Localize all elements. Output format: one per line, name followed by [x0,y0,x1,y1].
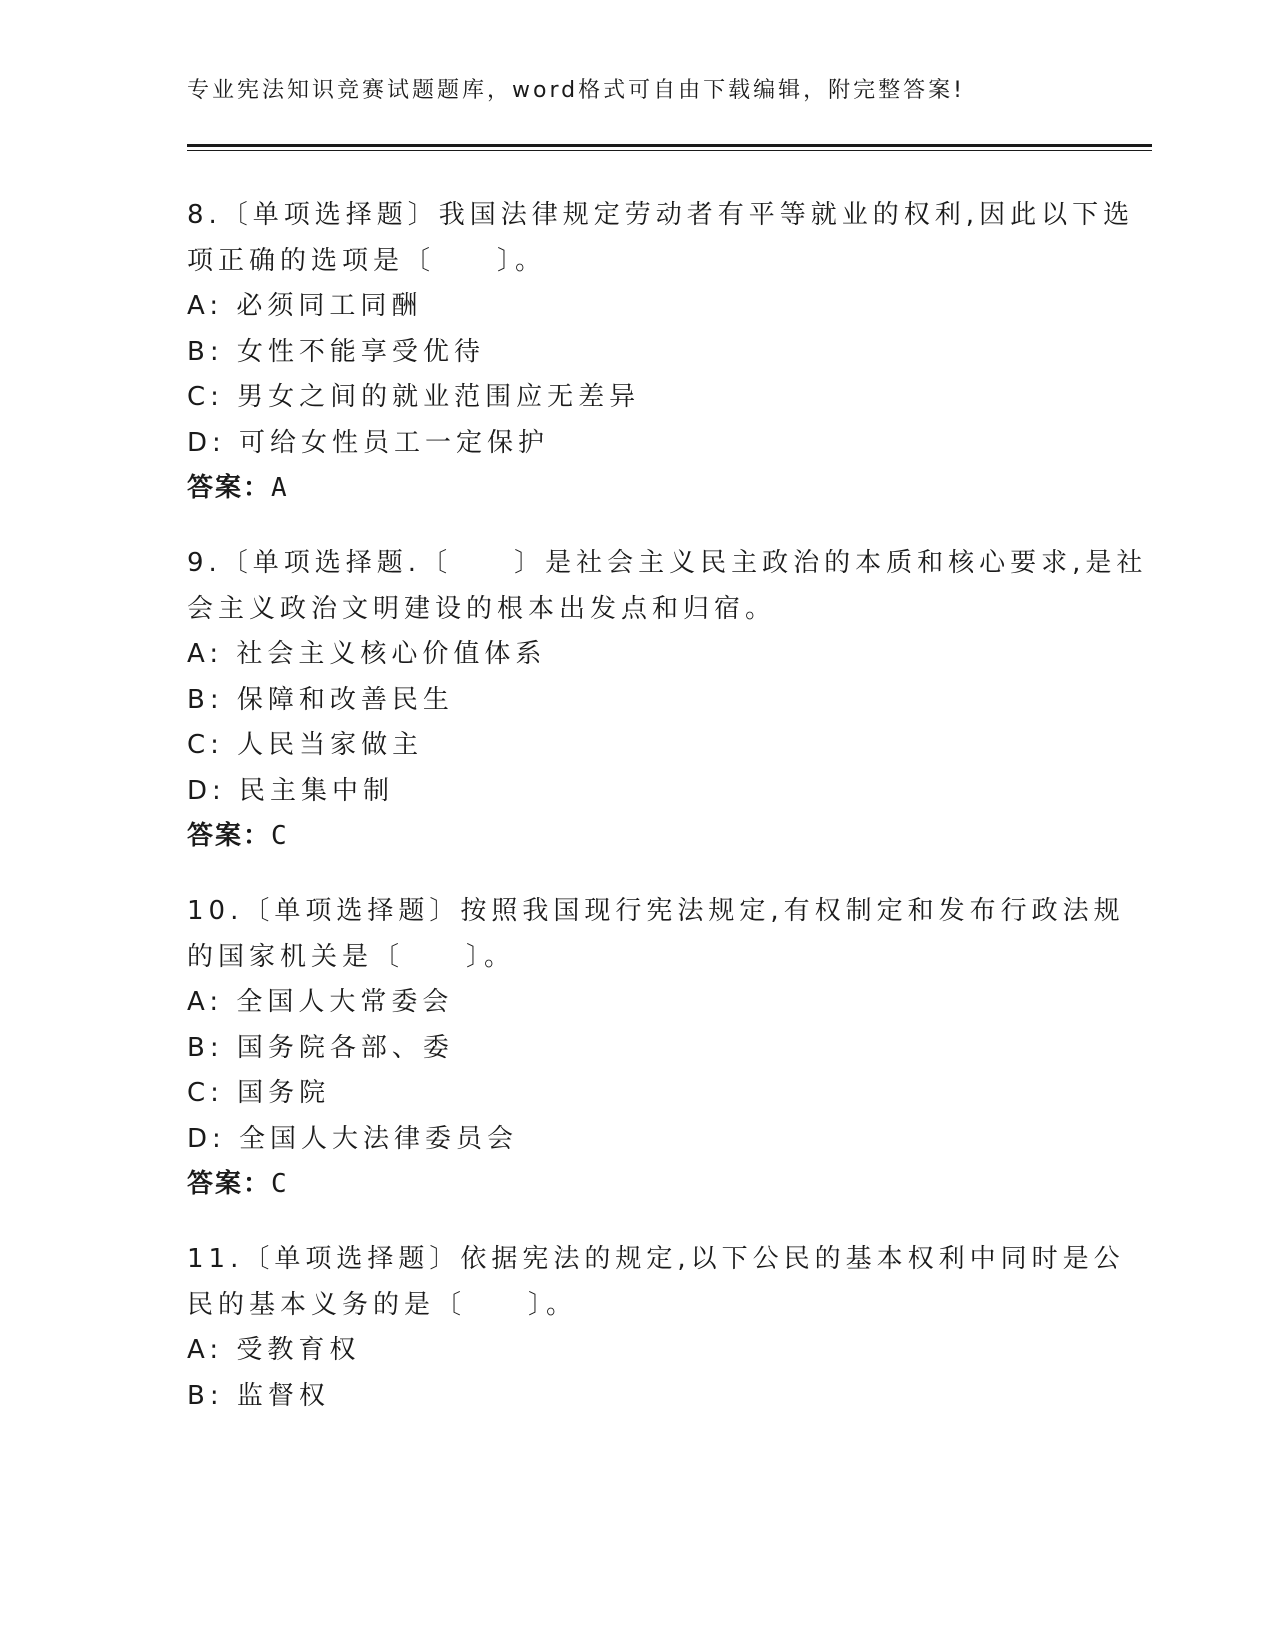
option-a: A: 受教育权 [187,1335,361,1365]
question-8 [187,193,1135,512]
option-a: A: 全国人大常委会 [187,987,454,1017]
option-c: C: 男女之间的就业范围应无差异 [187,382,641,412]
question-text-line1: 8.〔单项选择题〕我国法律规定劳动者有平等就业的权利,因此以下选 [187,200,1135,230]
option-d: D: 全国人大法律委员会 [187,1123,519,1154]
question-text-line1: 11.〔单项选择题〕依据宪法的规定,以下公民的基本权利中同时是公 [187,1244,1125,1274]
answer-value: A [271,473,289,503]
option-d: D: 民主集中制 [187,775,395,806]
option-b: B: 保障和改善民生 [187,684,454,715]
question-text-line2: 民的基本义务的是〔 〕。 [187,1289,578,1320]
answer-line [187,1162,1087,1208]
header-rule-thin [187,150,1152,151]
answer-line [187,466,1087,512]
answer-line [187,814,1087,860]
answer-label: 答案： [187,821,272,851]
option-b: B: 女性不能享受优待 [187,336,485,367]
question-text-line2: 项正确的选项是〔 〕。 [187,245,547,276]
header-rule-thick [187,144,1152,147]
option-a: A: 社会主义核心价值体系 [187,639,547,669]
question-11 [187,1237,1125,1419]
option-b: B: 监督权 [187,1380,330,1411]
option-d: D: 可给女性员工一定保护 [187,427,550,458]
question-9 [187,541,1148,860]
question-text-line1: 10.〔单项选择题〕按照我国现行宪法规定,有权制定和发布行政法规 [187,896,1125,926]
page-header: 专业宪法知识竞赛试题题库，word格式可自由下载编辑，附完整答案! [187,78,965,103]
question-text-line2: 的国家机关是〔 〕。 [187,941,516,972]
option-b: B: 国务院各部、委 [187,1032,454,1063]
question-text-line2: 会主义政治文明建设的根本出发点和归宿。 [187,593,777,624]
option-a: A: 必须同工同酬 [187,291,423,321]
answer-value: C [271,1169,289,1199]
question-text-line1: 9.〔单项选择题.〔 〕是社会主义民主政治的本质和核心要求,是社 [187,548,1148,578]
option-c: C: 国务院 [187,1078,331,1108]
option-c: C: 人民当家做主 [187,730,424,760]
answer-value: C [271,821,289,851]
answer-label: 答案： [187,473,272,503]
answer-label: 答案： [187,1169,272,1199]
question-10 [187,889,1125,1208]
